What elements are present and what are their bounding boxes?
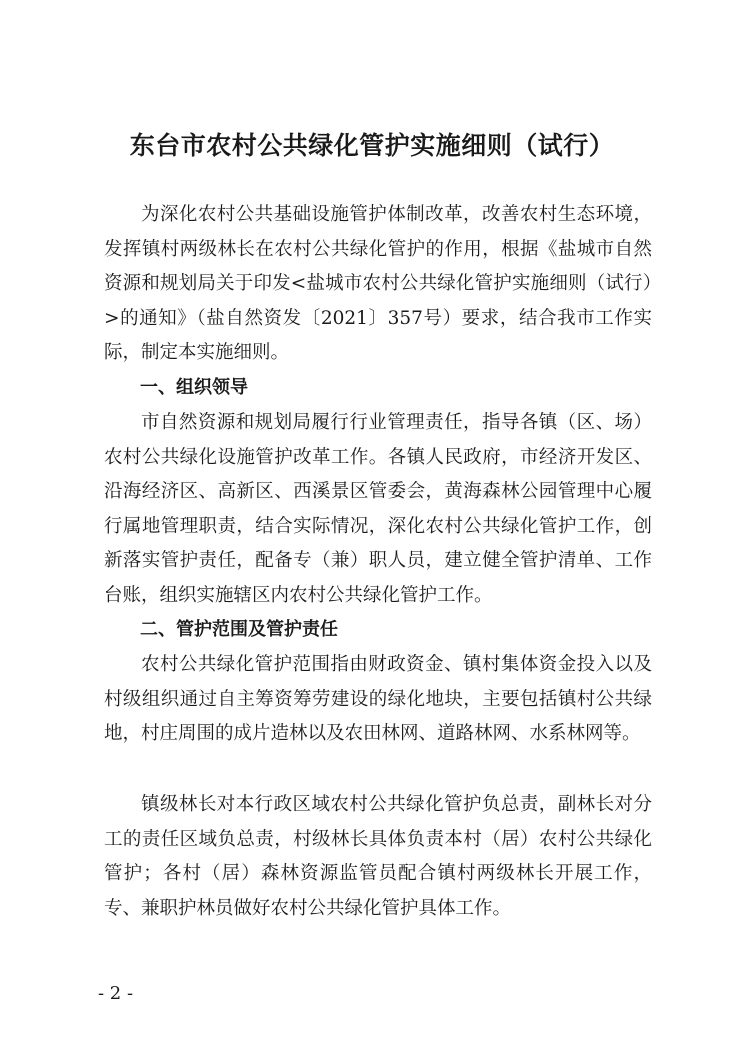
page-number: - 2 - bbox=[98, 983, 134, 1004]
section-2-body-2 bbox=[104, 788, 652, 926]
document-title: 东台市农村公共绿化管护实施细则（试行） bbox=[129, 131, 615, 160]
section-paragraph: 镇级林长对本行政区域农村公共绿化管护负总责，副林长对分工的责任区域负总责，村级林长具体负责本村（居）农村公共绿化管护；各村（居）森林资源监管员配合镇村两级林长开展工作，专、兼职护林员做好农村公共绿化管护具体工作。 bbox=[104, 794, 652, 919]
intro-block bbox=[104, 198, 652, 371]
section-2-heading-block bbox=[104, 613, 652, 648]
section-heading: 一、组织领导 bbox=[140, 377, 248, 398]
intro-paragraph: 为深化农村公共基础设施管护体制改革，改善农村生态环境，发挥镇村两级林长在农村公共绿化管护的作用，根据《盐城市自然资源和规划局关于印发<盐城市农村公共绿化管护实施细则（试行）>的通知》（盐自然资发〔2021〕357号）要求，结合我市工作实际，制定本实施细则。 bbox=[104, 204, 652, 364]
section-paragraph: 市自然资源和规划局履行行业管理责任，指导各镇（区、场）农村公共绿化设施管护改革工作。各镇人民政府，市经济开发区、沿海经济区、高新区、西溪景区管委会，黄海森林公园管理中心履行属地管理职责，结合实际情况，深化农村公共绿化管护工作，创新落实管护责任，配备专（兼）职人员，建立健全管护清单、工作台账，组织实施辖区内农村公共绿化管护工作。 bbox=[104, 412, 652, 606]
section-1-heading-block bbox=[104, 371, 652, 406]
section-heading: 二、管护范围及管护责任 bbox=[140, 619, 338, 640]
section-2-body-1 bbox=[104, 648, 652, 752]
section-1-body bbox=[104, 406, 652, 614]
section-paragraph: 农村公共绿化管护范围指由财政资金、镇村集体资金投入以及村级组织通过自主筹资筹劳建设的绿化地块，主要包括镇村公共绿地，村庄周围的成片造林以及农田林网、道路林网、水系林网等。 bbox=[104, 654, 652, 745]
